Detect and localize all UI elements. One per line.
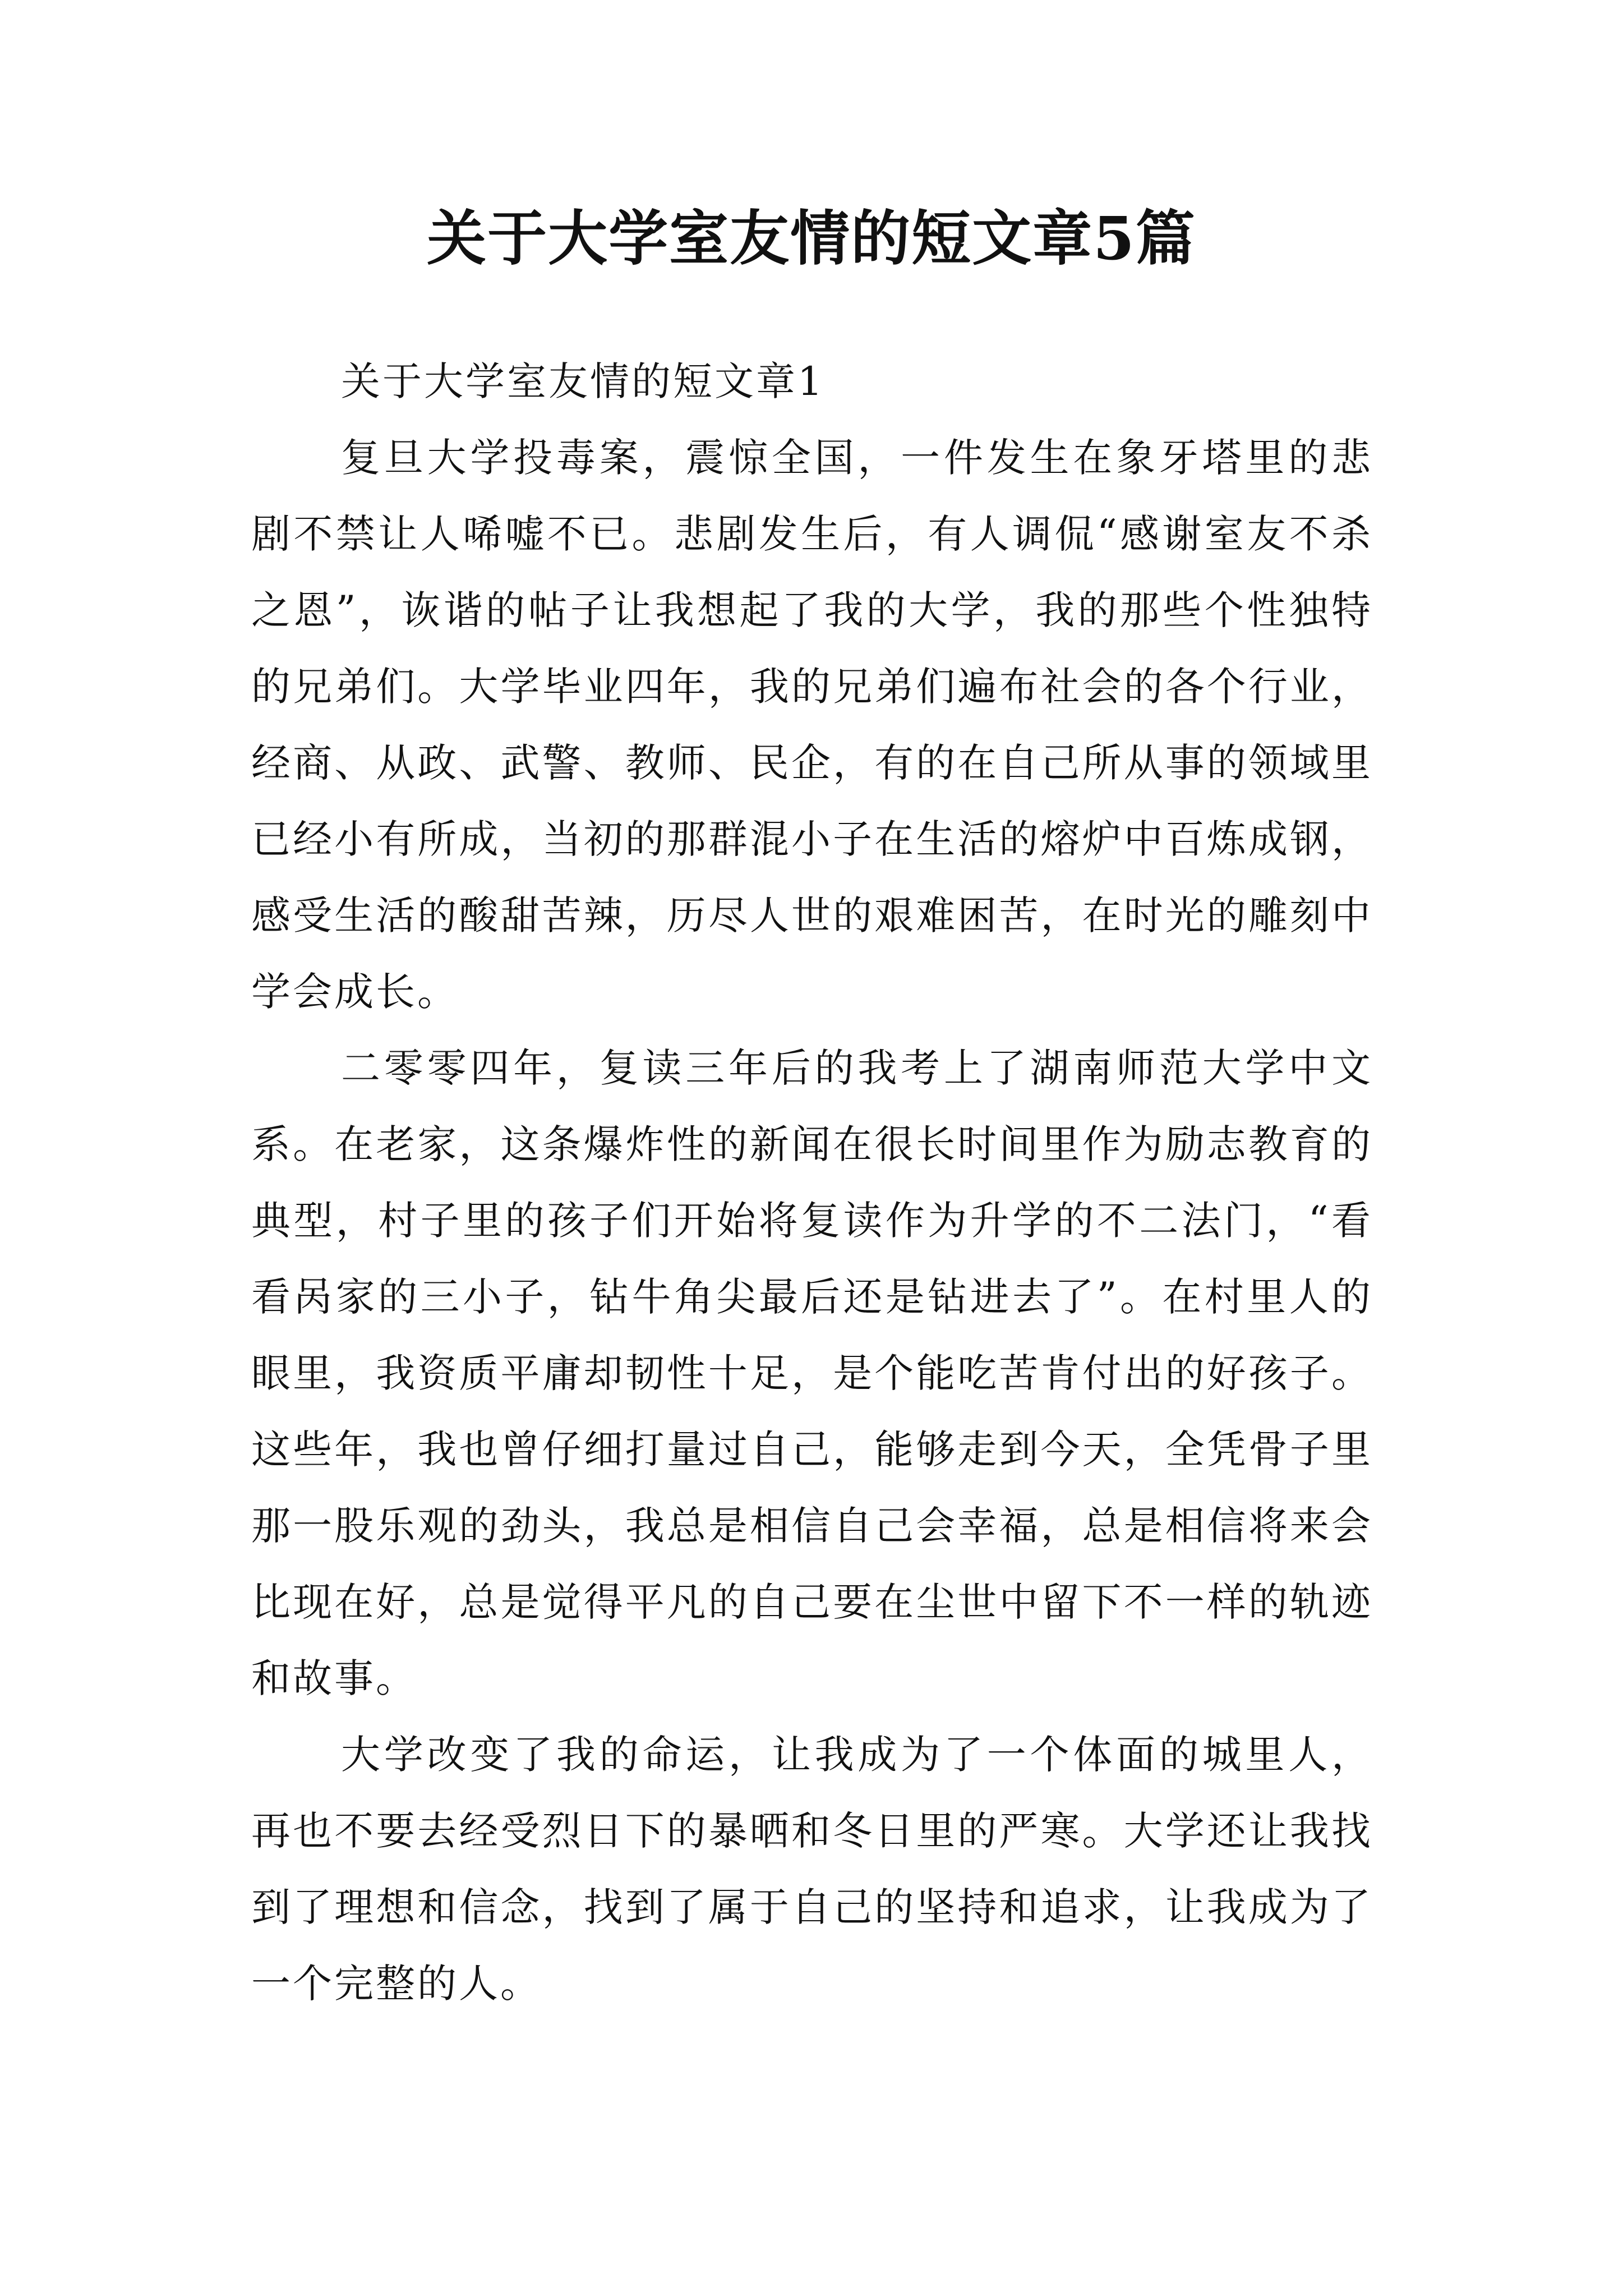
section-heading: 关于大学室友情的短文章1 bbox=[341, 358, 825, 404]
document-title: 关于大学室友情的短文章5篇 bbox=[427, 203, 1196, 273]
paragraph: 大学改变了我的命运，让我成为了一个体面的城里人，再也不要去经受烈日下的暴晒和冬日里的严寒。大学还让我找到了理想和信念，找到了属于自己的坚持和追求，让我成为了一个完整的人。 bbox=[251, 1732, 1373, 2007]
paragraph: 复旦大学投毒案，震惊全国，一件发生在象牙塔里的悲剧不禁让人唏嘘不已。悲剧发生后，有人调侃“感谢室友不杀之恩”，诙谐的帖子让我想起了我的大学，我的那些个性独特的兄弟们。大学毕业四年，我的兄弟们遍布社会的各个行业，经商、从政、武警、教师、民企，有的在自己所从事的领域里已经小有所成，当初的那群混小子在生活的熔炉中百炼成钢，感受生活的酸甜苦辣，历尽人世的艰难困苦，在时光的雕刻中学会成长。 bbox=[251, 435, 1373, 1015]
paragraph: 二零零四年，复读三年后的我考上了湖南师范大学中文系。在老家，这条爆炸性的新闻在很长时间里作为励志教育的典型，村子里的孩子们开始将复读作为升学的不二法门，“看看呙家的三小子，钻牛角尖最后还是钻进去了”。在村里人的眼里，我资质平庸却韧性十足，是个能吃苦肯付出的好孩子。这些年，我也曾仔细打量过自己，能够走到今天，全凭骨子里那一股乐观的劲头，我总是相信自己会幸福，总是相信将来会比现在好，总是觉得平凡的自己要在尘世中留下不一样的轨迹和故事。 bbox=[251, 1045, 1373, 1701]
document-body bbox=[251, 343, 1373, 2022]
